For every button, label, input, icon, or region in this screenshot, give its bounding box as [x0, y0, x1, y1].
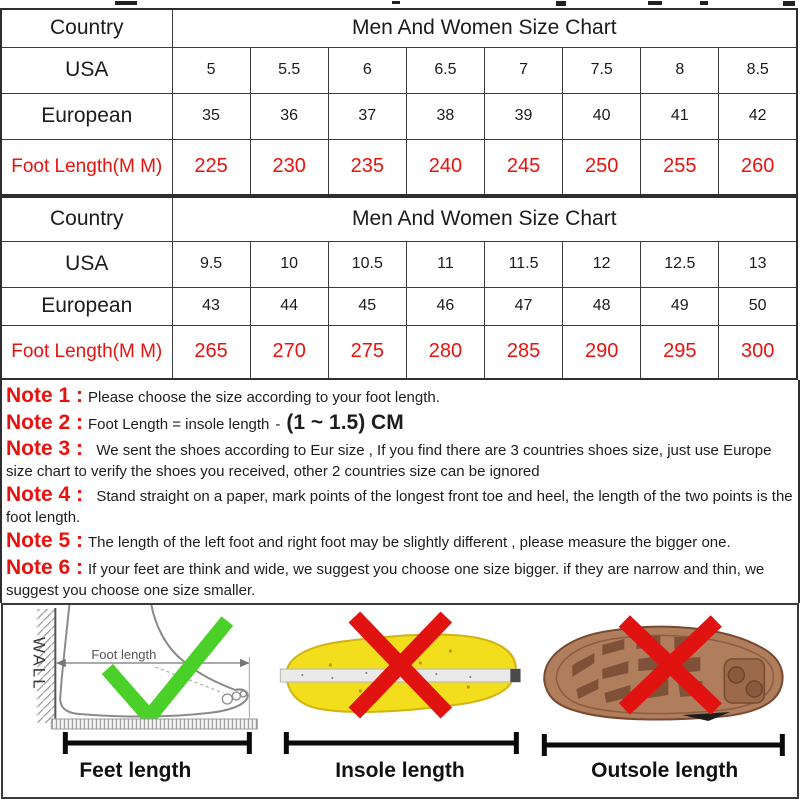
- foot-length-label: Foot length: [91, 647, 157, 662]
- usa-size-cell: 11.5: [485, 241, 563, 287]
- foot-length-cell: 245: [485, 139, 563, 195]
- foot-length-cell: 280: [406, 325, 484, 379]
- measurement-figures: [1, 603, 799, 799]
- foot-length-cell: 225: [172, 139, 250, 195]
- note-text: We sent the shoes according to Eur size , If you find there are 3 countries shoes size, just use Europe size chart to verify the shoes you received, other 2 countries size can be ignored: [6, 442, 772, 480]
- foot-against-wall-illustration: [3, 605, 268, 757]
- notes-section: [0, 380, 800, 603]
- table-row-foot-length: [1, 325, 797, 379]
- heel-circle: [747, 681, 763, 697]
- tape-speckle: [435, 673, 437, 675]
- feet-length-diagram: [3, 605, 268, 797]
- note-6: [6, 555, 794, 600]
- row-label-foot-length: Foot Length(M M): [1, 139, 172, 195]
- eu-size-cell: 38: [406, 93, 484, 139]
- cropped-text-fragment: [700, 1, 708, 5]
- insole-texture-dot: [466, 685, 469, 688]
- note-label: Note 4 :: [6, 483, 84, 507]
- note-text: If your feet are think and wide, we suggest you choose one size bigger. if they are narrow and thin, we suggest you choose one size smaller.: [6, 561, 765, 599]
- usa-size-cell: 7: [485, 47, 563, 93]
- outsole-length-caption: Outsole length: [591, 759, 739, 782]
- size-chart-table-1: [0, 8, 798, 196]
- usa-size-cell: 10: [250, 241, 328, 287]
- row-label-foot-length: Foot Length(M M): [1, 325, 172, 379]
- eu-size-cell: 43: [172, 287, 250, 325]
- note-2: [6, 410, 794, 436]
- eu-size-cell: 39: [485, 93, 563, 139]
- eu-size-cell: 50: [719, 287, 797, 325]
- insole-texture-dot: [418, 661, 421, 664]
- size-chart-title: Men And Women Size Chart: [172, 9, 797, 47]
- usa-size-cell: 12: [563, 241, 641, 287]
- cropped-text-fragment: [648, 1, 662, 5]
- cropped-text-fragment: [556, 1, 566, 6]
- foot-length-cell: 300: [719, 325, 797, 379]
- insole-length-diagram: [268, 605, 533, 797]
- usa-size-cell: 6: [328, 47, 406, 93]
- insole-texture-dot: [328, 663, 331, 666]
- cropped-text-fragment: [392, 1, 400, 4]
- country-header: Country: [1, 197, 172, 241]
- tape-speckle: [301, 674, 303, 676]
- table-row-usa: [1, 241, 797, 287]
- tape-speckle: [469, 676, 471, 678]
- usa-size-cell: 13: [719, 241, 797, 287]
- cropped-text-fragment: [783, 1, 795, 6]
- foot-length-cell: 235: [328, 139, 406, 195]
- row-label-european: European: [1, 287, 172, 325]
- eu-size-cell: 42: [719, 93, 797, 139]
- note-text: The length of the left foot and right foot may be slightly different , please measure the bigger one.: [88, 534, 731, 552]
- toe-detail: [232, 692, 240, 700]
- usa-size-cell: 8: [641, 47, 719, 93]
- note-label: Note 3 :: [6, 437, 84, 461]
- eu-size-cell: 41: [641, 93, 719, 139]
- eu-size-cell: 46: [406, 287, 484, 325]
- wall-label: WALL: [29, 637, 49, 691]
- usa-size-cell: 7.5: [563, 47, 641, 93]
- insole-texture-dot: [358, 689, 361, 692]
- usa-size-cell: 5.5: [250, 47, 328, 93]
- table-row-european: [1, 287, 797, 325]
- note-label: Note 6 :: [6, 556, 84, 580]
- foot-length-cell: 295: [641, 325, 719, 379]
- row-label-european: European: [1, 93, 172, 139]
- eu-size-cell: 48: [563, 287, 641, 325]
- foot-length-cell: 290: [563, 325, 641, 379]
- note-3: [6, 436, 794, 481]
- table-row-usa: [1, 47, 797, 93]
- outsole-length-diagram: [532, 605, 797, 797]
- insole-length-caption: Insole length: [335, 759, 465, 782]
- note-label: Note 1 :: [6, 384, 84, 407]
- row-label-usa: USA: [1, 47, 172, 93]
- eu-size-cell: 47: [485, 287, 563, 325]
- note-text: Stand straight on a paper, mark points of the longest front toe and heel, the length of the two points is the foot length.: [6, 488, 793, 526]
- note-text: Please choose the size according to your foot length.: [88, 389, 440, 406]
- note-separator: -: [275, 415, 281, 433]
- tape-speckle: [331, 677, 333, 679]
- note-formula: (1 ~ 1.5) CM: [286, 410, 404, 434]
- feet-length-caption: Feet length: [79, 759, 192, 782]
- foot-length-cell: 250: [563, 139, 641, 195]
- foot-length-cell: 255: [641, 139, 719, 195]
- usa-size-cell: 12.5: [641, 241, 719, 287]
- cropped-text-fragment: [115, 1, 137, 5]
- green-check-icon: [107, 621, 227, 717]
- cropped-top-strip: [0, 0, 800, 8]
- outsole-illustration: [532, 605, 797, 757]
- foot-length-cell: 270: [250, 325, 328, 379]
- foot-length-cell: 240: [406, 139, 484, 195]
- note-5: [6, 528, 794, 554]
- tape-end: [510, 669, 520, 682]
- eu-size-cell: 49: [641, 287, 719, 325]
- foot-length-cell: 230: [250, 139, 328, 195]
- row-label-usa: USA: [1, 241, 172, 287]
- usa-size-cell: 9.5: [172, 241, 250, 287]
- ruler-ticks: [51, 719, 257, 729]
- tape-speckle: [365, 672, 367, 674]
- eu-size-cell: 45: [328, 287, 406, 325]
- note-1: [6, 383, 794, 409]
- insole-texture-dot: [448, 649, 451, 652]
- size-chart-table-2: [0, 196, 798, 380]
- note-label: Note 2 :: [6, 410, 84, 434]
- eu-size-cell: 36: [250, 93, 328, 139]
- foot-length-cell: 285: [485, 325, 563, 379]
- note-text: Foot Length = insole length: [88, 415, 270, 433]
- usa-size-cell: 10.5: [328, 241, 406, 287]
- usa-size-cell: 5: [172, 47, 250, 93]
- country-header: Country: [1, 9, 172, 47]
- eu-size-cell: 40: [563, 93, 641, 139]
- toe-detail: [222, 694, 232, 704]
- size-chart-title: Men And Women Size Chart: [172, 197, 797, 241]
- foot-length-cell: 265: [172, 325, 250, 379]
- table-row-european: [1, 93, 797, 139]
- note-4: [6, 482, 794, 527]
- eu-size-cell: 44: [250, 287, 328, 325]
- eu-size-cell: 37: [328, 93, 406, 139]
- insole-illustration: [268, 605, 533, 757]
- toe-detail: [240, 691, 246, 697]
- note-label: Note 5 :: [6, 529, 84, 553]
- usa-size-cell: 11: [406, 241, 484, 287]
- eu-size-cell: 35: [172, 93, 250, 139]
- usa-size-cell: 8.5: [719, 47, 797, 93]
- table-row-foot-length: [1, 139, 797, 195]
- foot-length-cell: 275: [328, 325, 406, 379]
- heel-circle: [729, 667, 745, 683]
- usa-size-cell: 6.5: [406, 47, 484, 93]
- foot-length-cell: 260: [719, 139, 797, 195]
